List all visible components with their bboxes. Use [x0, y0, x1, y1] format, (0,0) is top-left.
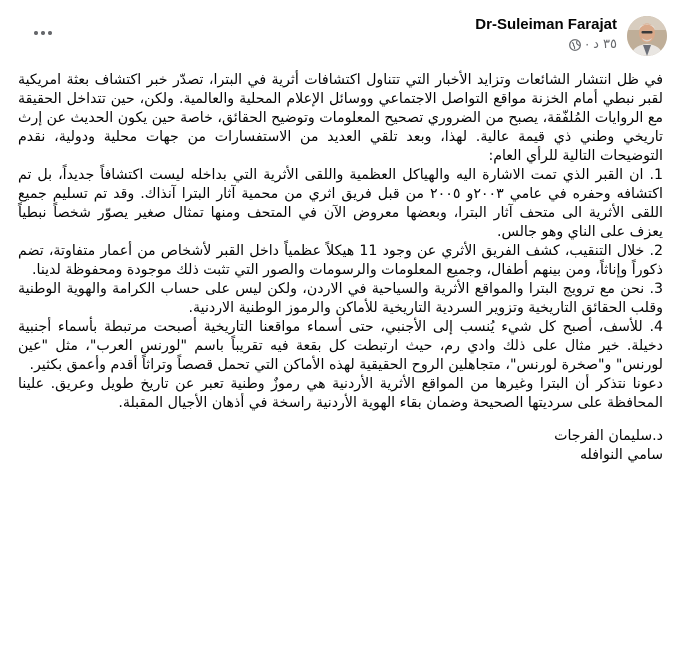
signature-line-2: سامي النوافله — [579, 447, 663, 463]
post-meta — [475, 14, 617, 52]
signature-line-1: د.سليمان الفرجات — [554, 428, 663, 444]
post-paragraph-3: 3. نحن مع ترويج البترا والمواقع الأثرية والسياحية في الاردن، ولكن ليس على حساب الكرامة والهوية الوطنية وقلب الحقائق التاريخية وتزوير السردية التاريخية للأماكن والرموز الوطنية الاردنية. — [18, 281, 663, 316]
post-paragraph-2: 2. خلال التنقيب، كشف الفريق الأثري عن وجود 11 هيكلاً عظمياً داخل القبر لأشخاص من أعمار متفاوتة، تضم ذكوراً وإناثاً، ومن بينهم أطفال، وجميع المعلومات والرسومات والصور التي تثبت ذلك موجودة ومحفوظة لدينا. — [18, 243, 663, 278]
avatar-photo — [627, 16, 667, 56]
separator-dot: · — [585, 37, 590, 52]
post-paragraph-closing: دعونا نتذكر أن البترا وغيرها من المواقع الأثرية الأردنية هي رموزٌ وطنية تعبر عن تاريخ طويل وعريق. علينا المحافظة على سرديتها الصحيحة وضمان بقاء الهوية الأردنية راسخة في أذهان الأجيال المقبلة. — [18, 376, 663, 411]
more-options-icon[interactable] — [31, 21, 55, 45]
post-body — [18, 71, 663, 465]
globe-icon[interactable] — [569, 39, 581, 51]
post-subline — [475, 37, 617, 52]
post-paragraph-1: 1. ان القبر الذي تمت الاشارة اليه والهياكل العظمية واللقى الأثرية التي بداخله ليست اكتشافاً جديداً، بل تم اكتشافه وحفره في عامي ٢٠٠٣و ٢٠٠٥ من قبل فريق اثري من محمية آثار البترا آنذاك. وقد تم تسليم جميع اللقى الأثرية الى متحف آثار البترا، وبعضها معروض الآن في المتحف ومنها تمثال صغير يصوّر شخصاً نبطياً يعزف على الناي وهو جالس. — [18, 167, 663, 240]
post-timestamp[interactable]: ٣٥ د — [593, 37, 617, 52]
author-name[interactable]: Dr-Suleiman Farajat — [475, 16, 617, 33]
post-header — [14, 14, 667, 62]
post-paragraph-intro: في ظل انتشار الشائعات وتزايد الأخبار التي تتناول اكتشافات أثرية في البترا، تصدّر خبر اكتشاف بعثة امريكية لقبر نبطي أمام الخزنة مواقع التواصل الاجتماعي ووسائل الإعلام المحلية والعالمية. ولكن، حين تتداخل الحقيقة مع الروايات المُلفّقة، يصبح من الضروري تصحيح المعلومات وتوضيح الحقائق، خاصة حين يكون الحديث عن إرث تاريخي وطني ذي قيمة عالية. لهذا، وبعد تلقي العديد من الاستفسارات من جهات محلية ودولية، نقدم التوضيحات التالية للرأي العام: — [18, 72, 663, 164]
post-paragraph-4: 4. للأسف، أصبح كل شيء يُنسب إلى الأجنبي، حتى أسماء مواقعنا التاريخية أصبحت مرتبطة بأسماء أجنبية دخيلة. خير مثال على ذلك وادي رم، حيث ارتبطت كل بقعة فيه تقريباً باسم "لورنس العرب"، مثل "عين لورنس" و"صخرة لورنس"، متجاهلين الروح الحقيقية لهذه الأماكن التي تحمل قصصاً وتراثاً أقدم وأعمق بكثير. — [18, 319, 663, 373]
author-avatar[interactable] — [627, 16, 667, 56]
